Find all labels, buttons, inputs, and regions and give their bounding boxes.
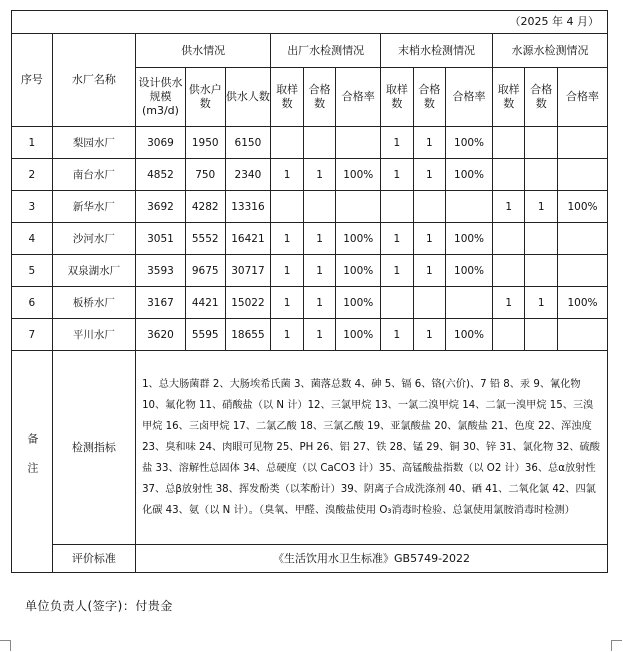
cell-source-rate bbox=[557, 255, 607, 287]
cell-seq: 3 bbox=[12, 191, 53, 223]
cell-seq: 5 bbox=[12, 255, 53, 287]
cell-tap-qualified bbox=[413, 287, 446, 319]
cell-tap-sample bbox=[381, 287, 414, 319]
cell-source-sample bbox=[492, 223, 525, 255]
header-tap-rate: 合格率 bbox=[446, 68, 493, 127]
cell-scale: 3692 bbox=[136, 191, 186, 223]
cell-outlet-sample bbox=[271, 127, 304, 159]
cell-scale: 3051 bbox=[136, 223, 186, 255]
table-row bbox=[12, 159, 608, 191]
cell-households: 4282 bbox=[185, 191, 225, 223]
cell-outlet-sample: 1 bbox=[271, 223, 304, 255]
cell-plant-name: 双泉湖水厂 bbox=[52, 255, 135, 287]
cell-population: 30717 bbox=[225, 255, 271, 287]
cell-source-rate: 100% bbox=[557, 191, 607, 223]
cell-scale: 3620 bbox=[136, 319, 186, 351]
cell-outlet-qualified: 1 bbox=[303, 319, 336, 351]
cell-source-qualified bbox=[525, 127, 558, 159]
water-quality-report-sheet bbox=[11, 10, 608, 573]
notes-label: 备注 bbox=[12, 351, 53, 573]
table-row bbox=[12, 191, 608, 223]
header-source-group: 水源水检测情况 bbox=[492, 34, 607, 68]
cell-seq: 7 bbox=[12, 319, 53, 351]
cell-tap-qualified: 1 bbox=[413, 255, 446, 287]
table-row bbox=[12, 223, 608, 255]
cell-plant-name: 梨园水厂 bbox=[52, 127, 135, 159]
cell-outlet-rate bbox=[336, 127, 381, 159]
cell-households: 9675 bbox=[185, 255, 225, 287]
cell-population: 15022 bbox=[225, 287, 271, 319]
standard-label: 评价标准 bbox=[52, 545, 135, 573]
table-row bbox=[12, 319, 608, 351]
cell-tap-rate bbox=[446, 191, 493, 223]
cell-population: 16421 bbox=[225, 223, 271, 255]
cell-tap-qualified: 1 bbox=[413, 127, 446, 159]
cell-plant-name: 板桥水厂 bbox=[52, 287, 135, 319]
cell-households: 1950 bbox=[185, 127, 225, 159]
cell-plant-name: 新华水厂 bbox=[52, 191, 135, 223]
cell-outlet-qualified bbox=[303, 191, 336, 223]
water-quality-table bbox=[11, 10, 608, 573]
cell-population: 13316 bbox=[225, 191, 271, 223]
cell-outlet-sample: 1 bbox=[271, 287, 304, 319]
cell-source-sample bbox=[492, 319, 525, 351]
cell-source-sample bbox=[492, 255, 525, 287]
cell-tap-qualified: 1 bbox=[413, 319, 446, 351]
table-row bbox=[12, 287, 608, 319]
cell-households: 4421 bbox=[185, 287, 225, 319]
cell-source-sample: 1 bbox=[492, 287, 525, 319]
cell-plant-name: 平川水厂 bbox=[52, 319, 135, 351]
cell-source-rate: 100% bbox=[557, 287, 607, 319]
cell-scale: 3069 bbox=[136, 127, 186, 159]
header-seq: 序号 bbox=[12, 34, 53, 127]
cell-source-sample bbox=[492, 159, 525, 191]
cell-tap-sample: 1 bbox=[381, 319, 414, 351]
header-outlet-sample: 取样数 bbox=[271, 68, 304, 127]
header-tap-group: 末梢水检测情况 bbox=[381, 34, 493, 68]
header-population: 供水人数 bbox=[225, 68, 271, 127]
cell-seq: 1 bbox=[12, 127, 53, 159]
indicators-text: 1、总大肠菌群 2、大肠埃希氏菌 3、菌落总数 4、砷 5、镉 6、铬(六价)、7 铅 8、汞 9、氰化物 10、氟化物 11、硝酸盐（以 N 计）12、三氯甲烷 13、一氯二溴甲烷 14、二氯一溴甲烷 15、三溴甲烷 16、三卤甲烷 17、二氯乙酸 18、三氯乙酸 19、亚氯酸盐 20、氯酸盐 21、色度 22、浑浊度 23、臭和味 24、肉眼可见物 25、PH 26、铝 27、铁 28、锰 29、铜 30、锌 31、氯化物 32、硫酸盐 33、溶解性总固体 34、总硬度（以 CaCO3 计）35、高锰酸盐指数（以 O2 计）36、总α放射性 37、总β放射性 38、挥发酚类（以苯酚计）39、阴离子合成洗涤剂 40、硒 41、二氧化氯 42、四氯化碳 43、氨（以 N 计）。（臭氧、甲醛、溴酸盐使用 O₃消毒时检验、总氯使用氯胺消毒时检测） bbox=[136, 351, 608, 545]
header-tap-qualified: 合格数 bbox=[413, 68, 446, 127]
cell-source-qualified bbox=[525, 159, 558, 191]
cell-tap-rate: 100% bbox=[446, 127, 493, 159]
cell-tap-sample: 1 bbox=[381, 127, 414, 159]
cell-plant-name: 南台水厂 bbox=[52, 159, 135, 191]
cell-tap-rate: 100% bbox=[446, 255, 493, 287]
cell-outlet-sample: 1 bbox=[271, 319, 304, 351]
cell-outlet-qualified: 1 bbox=[303, 223, 336, 255]
cell-source-qualified bbox=[525, 319, 558, 351]
cell-source-sample bbox=[492, 127, 525, 159]
header-source-sample: 取样数 bbox=[492, 68, 525, 127]
cell-households: 5552 bbox=[185, 223, 225, 255]
cell-outlet-rate: 100% bbox=[336, 223, 381, 255]
cell-tap-sample: 1 bbox=[381, 223, 414, 255]
cell-source-sample: 1 bbox=[492, 191, 525, 223]
cell-source-rate bbox=[557, 159, 607, 191]
cell-tap-sample: 1 bbox=[381, 159, 414, 191]
cell-seq: 4 bbox=[12, 223, 53, 255]
crop-mark-bottom-right bbox=[611, 640, 622, 651]
header-source-qualified: 合格数 bbox=[525, 68, 558, 127]
cell-tap-rate: 100% bbox=[446, 223, 493, 255]
header-outlet-qualified: 合格数 bbox=[303, 68, 336, 127]
cell-tap-rate bbox=[446, 287, 493, 319]
cell-outlet-rate: 100% bbox=[336, 319, 381, 351]
header-design-scale: 设计供水规模(m3/d) bbox=[136, 68, 186, 127]
cell-outlet-sample: 1 bbox=[271, 255, 304, 287]
cell-scale: 3593 bbox=[136, 255, 186, 287]
cell-outlet-rate: 100% bbox=[336, 287, 381, 319]
cell-outlet-sample: 1 bbox=[271, 159, 304, 191]
header-households: 供水户数 bbox=[185, 68, 225, 127]
header-supply-group: 供水情况 bbox=[136, 34, 271, 68]
cell-source-rate bbox=[557, 127, 607, 159]
cell-outlet-qualified: 1 bbox=[303, 255, 336, 287]
cell-outlet-rate bbox=[336, 191, 381, 223]
cell-population: 18655 bbox=[225, 319, 271, 351]
cell-tap-qualified: 1 bbox=[413, 159, 446, 191]
header-source-rate: 合格率 bbox=[557, 68, 607, 127]
cell-outlet-rate: 100% bbox=[336, 159, 381, 191]
cell-outlet-qualified: 1 bbox=[303, 159, 336, 191]
table-row bbox=[12, 255, 608, 287]
cell-seq: 6 bbox=[12, 287, 53, 319]
cell-population: 2340 bbox=[225, 159, 271, 191]
cell-tap-rate: 100% bbox=[446, 319, 493, 351]
cell-scale: 3167 bbox=[136, 287, 186, 319]
indicators-label: 检测指标 bbox=[52, 351, 135, 545]
cell-source-qualified: 1 bbox=[525, 287, 558, 319]
cell-tap-sample bbox=[381, 191, 414, 223]
cell-seq: 2 bbox=[12, 159, 53, 191]
signature-line: 单位负责人(签字)：付贵金 bbox=[25, 599, 173, 613]
cell-tap-sample: 1 bbox=[381, 255, 414, 287]
cell-source-qualified: 1 bbox=[525, 191, 558, 223]
report-date: （2025 年 4 月） bbox=[12, 11, 608, 34]
header-outlet-rate: 合格率 bbox=[336, 68, 381, 127]
cell-outlet-qualified: 1 bbox=[303, 287, 336, 319]
cell-source-qualified bbox=[525, 223, 558, 255]
cell-scale: 4852 bbox=[136, 159, 186, 191]
standard-text: 《生活饮用水卫生标准》GB5749-2022 bbox=[136, 545, 608, 573]
cell-source-qualified bbox=[525, 255, 558, 287]
cell-outlet-sample bbox=[271, 191, 304, 223]
header-outlet-group: 出厂水检测情况 bbox=[271, 34, 381, 68]
cell-source-rate bbox=[557, 223, 607, 255]
crop-mark-bottom-left bbox=[0, 640, 11, 651]
cell-outlet-rate: 100% bbox=[336, 255, 381, 287]
header-tap-sample: 取样数 bbox=[381, 68, 414, 127]
cell-source-rate bbox=[557, 319, 607, 351]
cell-plant-name: 沙河水厂 bbox=[52, 223, 135, 255]
header-plant-name: 水厂名称 bbox=[52, 34, 135, 127]
cell-tap-qualified bbox=[413, 191, 446, 223]
cell-households: 5595 bbox=[185, 319, 225, 351]
cell-tap-qualified: 1 bbox=[413, 223, 446, 255]
table-row bbox=[12, 127, 608, 159]
cell-tap-rate: 100% bbox=[446, 159, 493, 191]
cell-households: 750 bbox=[185, 159, 225, 191]
cell-outlet-qualified bbox=[303, 127, 336, 159]
cell-population: 6150 bbox=[225, 127, 271, 159]
